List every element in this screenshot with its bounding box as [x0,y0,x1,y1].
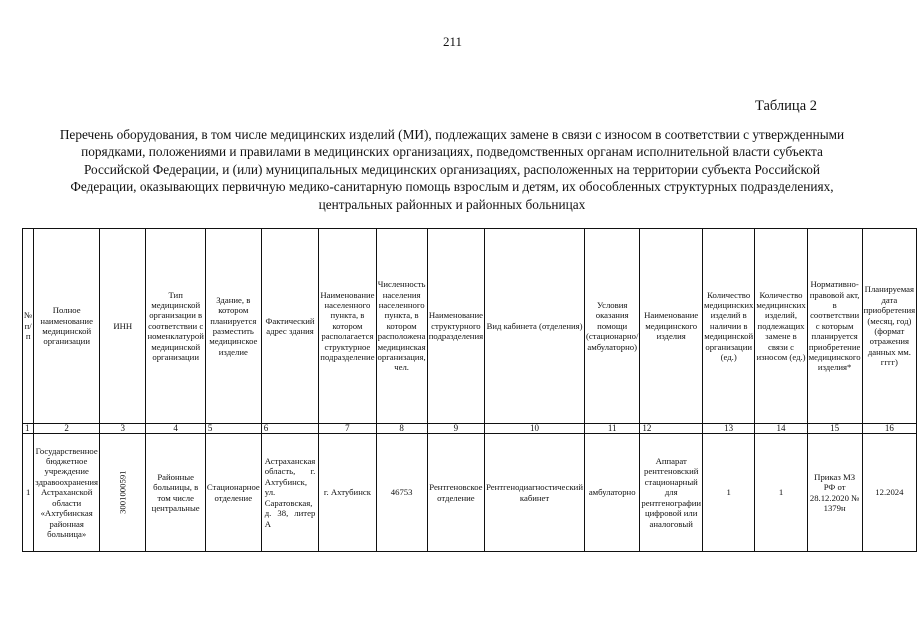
header-row [23,229,917,424]
column-number: 14 [755,424,807,434]
header-cell-org-name: Полное наименование медицинской организации [34,229,100,424]
header-cell-planned-date: Планируемая дата приобретения (месяц, год) (формат отражения данных мм. гггг) [862,229,917,424]
column-number: 12 [640,424,703,434]
cell-settlement: г. Ахтубинск [319,434,376,552]
cell-planned-date: 12.2024 [862,434,917,552]
cell-population: 46753 [376,434,427,552]
table-label: Таблица 2 [754,98,817,114]
header-cell-address: Фактический адрес здания [261,229,319,424]
cell-address: Астраханская область, г. Ахтубинск, ул. Саратовская, д. 38, литер А [261,434,319,552]
cell-qty-available: 1 [703,434,755,552]
header-cell-inn: ИНН [100,229,146,424]
header-cell-qty-available: Количество медицинских изделий в наличии в медицинской организации (ед.) [703,229,755,424]
header-cell-settlement: Наименование населенного пункта, в котором располагается структурное подразделение [319,229,376,424]
column-number: 10 [485,424,585,434]
column-number: 8 [376,424,427,434]
cell-org-name: Государственное бюджетное учреждение здравоохранения Астраханской области «Ахтубинская районная больница» [34,434,100,552]
cell-org-type: Районные больницы, в том числе центральные [146,434,205,552]
cell-conditions: амбулаторно [584,434,639,552]
header-cell-num: № п/п [23,229,34,424]
header-cell-department: Наименование структурного подразделения [427,229,484,424]
header-cell-org-type: Тип медицинской организации в соответствии с номенклатурой медицинской организации [146,229,205,424]
column-number: 9 [427,424,484,434]
cell-inn [100,434,146,552]
table-row [23,434,917,552]
page-number: 211 [442,34,463,49]
cell-building: Стационарное отделение [205,434,261,552]
header-cell-cabinet-type: Вид кабинета (отделения) [485,229,585,424]
cell-qty-replace: 1 [755,434,807,552]
equipment-table [22,228,917,552]
column-number: 13 [703,424,755,434]
column-number: 2 [34,424,100,434]
cell-legal-act: Приказ МЗ РФ от 28.12.2020 № 1379н [807,434,862,552]
column-number-row [23,424,917,434]
column-number: 6 [261,424,319,434]
header-cell-population: Численность населения населенного пункта, в котором расположена медицинская организация, чел. [376,229,427,424]
cell-device: Аппарат рентгеновский стационарный для рентгенографии цифровой или аналоговый [640,434,703,552]
inn-value: 3001000591 [117,470,128,515]
cell-department: Рентгеновское отделение [427,434,484,552]
cell-num: 1 [23,434,34,552]
header-cell-device: Наименование медицинского изделия [640,229,703,424]
document-title: Перечень оборудования, в том числе медицинских изделий (МИ), подлежащих замене в связи с износом в соответствии с утвержденными порядками, положениями и правилами в медицинских организациях, подведомственных органам исполнительной власти субъекта Российской Федерации, и (или) муниципальных медицинских организациях, расположенных на территории субъекта Российской Федерации, оказывающих первичную медико-санитарную помощь взрослым и детям, их обособленных структурных подразделениях, центральных районных и районных больницах [59,127,845,212]
cell-cabinet-type: Рентгенодиагностический кабинет [485,434,585,552]
column-number: 7 [319,424,376,434]
header-cell-qty-replace: Количество медицинских изделий, подлежащих замене в связи с износом (ед.) [755,229,807,424]
header-cell-building: Здание, в котором планируется разместить медицинское изделие [205,229,261,424]
header-cell-conditions: Условия оказания помощи (стационарно/амбулаторно) [584,229,639,424]
column-number: 4 [146,424,205,434]
column-number: 16 [862,424,917,434]
header-cell-legal-act: Нормативно-правовой акт, в соответствии с которым планируется приобретение медицинского изделия* [807,229,862,424]
column-number: 11 [584,424,639,434]
column-number: 15 [807,424,862,434]
column-number: 5 [205,424,261,434]
column-number: 1 [23,424,34,434]
column-number: 3 [100,424,146,434]
